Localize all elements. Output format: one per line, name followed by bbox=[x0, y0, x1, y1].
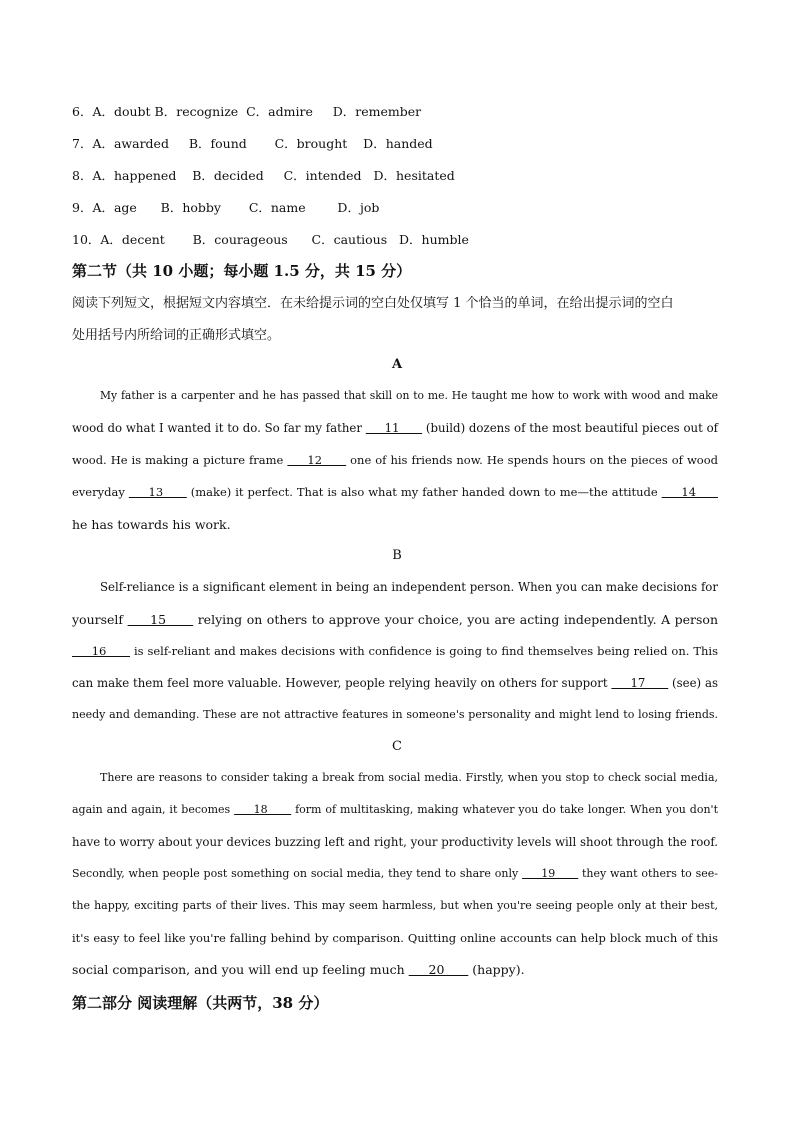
option-line-7: 7．A．awarded B．found C．brought D．handed bbox=[72, 136, 433, 151]
passage-b-title: B bbox=[392, 548, 402, 563]
text-span: (build) dozens of the most beautiful pieces out of bbox=[422, 421, 718, 435]
passage-c-line-2 bbox=[72, 803, 718, 816]
passage-a-line-3 bbox=[72, 453, 718, 467]
text-span: again and again, it becomes bbox=[72, 803, 235, 816]
blank-16[interactable]: 16 bbox=[72, 644, 130, 658]
text-span: social comparison, and you will end up feeling much bbox=[72, 962, 409, 977]
passage-c-line-7 bbox=[72, 962, 718, 977]
text-span: is self-reliant and makes decisions with confidence is going to find themselves being relied on. This bbox=[130, 644, 718, 658]
passage-b-line-3 bbox=[72, 644, 718, 658]
option-line-8: 8．A．happened B．decided C．intended D．hesitated bbox=[72, 168, 455, 183]
passage-b-line-2 bbox=[72, 612, 718, 627]
blank-12[interactable]: 12 bbox=[287, 453, 347, 467]
option-line-6: 6．A．doubt B．recognize C．admire D．remember bbox=[72, 104, 422, 119]
blank-14[interactable]: 14 bbox=[661, 485, 718, 499]
blank-17[interactable]: 17 bbox=[611, 676, 669, 690]
passage-c-line-5: the happy, exciting parts of their lives. This may seem harmless, but when you're seeing people only at their best, bbox=[72, 899, 718, 912]
text-span: Secondly, when people post something on social media, they tend to share only bbox=[72, 867, 523, 880]
text-span: yourself bbox=[72, 612, 128, 627]
text-span: relying on others to approve your choice, you are acting independently. A person bbox=[193, 612, 719, 627]
instructions-line-1: 阅读下列短文，根据短文内容填空．在未给提示词的空白处仅填写 1 个恰当的单词，在给出提示词的空白 bbox=[72, 296, 674, 311]
blank-13[interactable]: 13 bbox=[128, 485, 187, 499]
passage-c-line-3: have to worry about your devices buzzing left and right, your productivity levels will shoot through the roof. bbox=[72, 835, 719, 849]
passage-c-line-6: it's easy to feel like you're falling behind by comparison. Quitting online accounts can help block much of this bbox=[72, 931, 718, 945]
text-span: they want others to see- bbox=[578, 867, 718, 880]
passage-a-line-5: he has towards his work. bbox=[72, 517, 231, 532]
passage-a-line-2 bbox=[72, 421, 718, 435]
passage-b-line-5: needy and demanding. These are not attractive features in someone's personality and might lend to losing friends. bbox=[72, 708, 718, 721]
blank-19[interactable]: 19 bbox=[522, 867, 579, 880]
blank-18[interactable]: 18 bbox=[234, 803, 292, 816]
option-line-9: 9．A．age B．hobby C．name D．job bbox=[72, 200, 380, 215]
part-2-heading: 第二部分 阅读理解（共两节，38 分） bbox=[72, 994, 329, 1012]
blank-20[interactable]: 20 bbox=[408, 962, 469, 977]
text-span: everyday bbox=[72, 485, 129, 499]
option-line-10: 10．A．decent B．courageous C．cautious D．humble bbox=[72, 232, 469, 247]
text-span: (make) it perfect. That is also what my father handed down to me—the attitude bbox=[186, 485, 662, 499]
text-span: one of his friends now. He spends hours on the pieces of wood bbox=[346, 453, 719, 467]
text-span: (happy). bbox=[468, 962, 525, 977]
passage-c-line-1: There are reasons to consider taking a break from social media. Firstly, when you stop to check social media, bbox=[100, 771, 718, 784]
text-span: form of multitasking, making whatever you do take longer. When you don't bbox=[291, 803, 718, 816]
passage-c-line-4 bbox=[72, 867, 718, 880]
passage-a-title: A bbox=[391, 357, 403, 372]
passage-b-line-1: Self-reliance is a significant element in being an independent person. When you can make decisions for bbox=[100, 580, 718, 594]
passage-a-line-1: My father is a carpenter and he has passed that skill on to me. He taught me how to work with wood and make bbox=[100, 389, 718, 402]
text-span: wood. He is making a picture frame bbox=[72, 453, 288, 467]
blank-11[interactable]: 11 bbox=[365, 421, 423, 435]
passage-c-title: C bbox=[392, 739, 402, 754]
passage-a-line-4 bbox=[72, 485, 718, 499]
passage-b-line-4 bbox=[72, 676, 718, 690]
text-span: can make them feel more valuable. However, people relying heavily on others for support bbox=[72, 676, 612, 690]
section-2-heading: 第二节（共 10 小题；每小题 1.5 分，共 15 分） bbox=[72, 262, 412, 280]
blank-15[interactable]: 15 bbox=[127, 612, 194, 627]
text-span: (see) as bbox=[668, 676, 718, 690]
text-span: wood do what I wanted it to do. So far my father bbox=[72, 421, 366, 435]
instructions-line-2: 处用括号内所给词的正确形式填空。 bbox=[72, 328, 281, 343]
